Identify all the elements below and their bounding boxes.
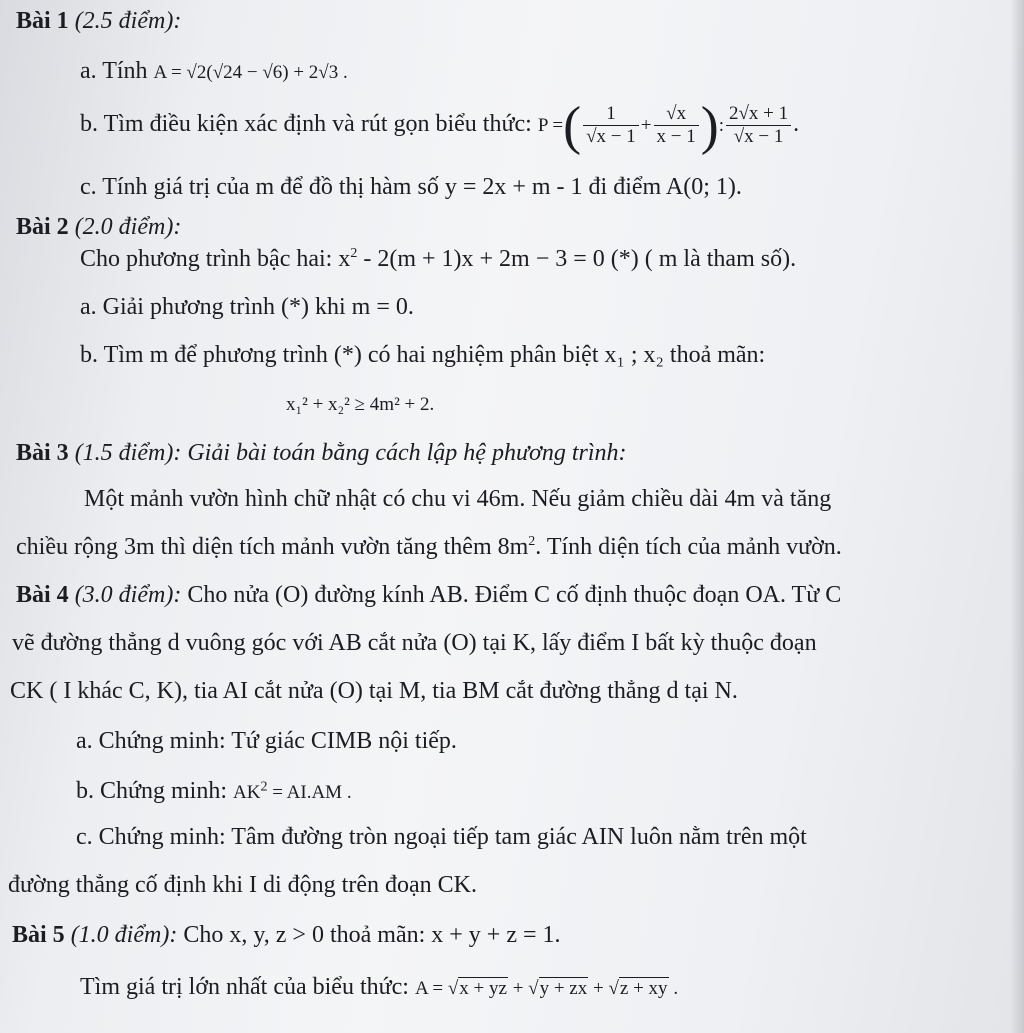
bai3-title (16, 438, 627, 468)
bai3-points: (1.5 điểm): Giải bài toán bằng cách lập hệ phương trình: (74, 440, 627, 466)
bai2-intro-post: - 2(m + 1)x + 2m − 3 = 0 (*) ( m là tham số). (357, 246, 797, 272)
bai1-b (80, 96, 799, 154)
paper-edge-shadow (1010, 0, 1024, 1033)
radical-3: z + xy (619, 978, 668, 999)
frac-3-num: 2√x + 1 (726, 103, 791, 126)
right-paren: ) (700, 95, 719, 156)
radical-2: y + zx (539, 978, 588, 999)
bai5-end: . (673, 978, 679, 999)
bai4-b-expr-sup: 2 (260, 779, 268, 795)
bai4-b-label: b. Chứng minh: (76, 778, 228, 804)
bai3-line2 (16, 532, 842, 562)
bai5-line2 (80, 972, 678, 1004)
bai4-points: (3.0 điểm): (74, 582, 182, 608)
bai4-line1 (16, 580, 841, 610)
plus-1: + (512, 978, 524, 999)
bai2-intro-pre: Cho phương trình bậc hai: x (80, 246, 351, 272)
bai5-points: (1.0 điểm): (70, 922, 178, 948)
bai2-a: a. Giải phương trình (*) khi m = 0. (80, 294, 414, 320)
bai5-line1-text: Cho x, y, z > 0 thoả mãn: x + y + z = 1. (183, 922, 561, 948)
bai4-a: a. Chứng minh: Tứ giác CIMB nội tiếp. (76, 728, 457, 754)
bai1-heading: Bài 1 (16, 8, 69, 34)
bai2-b: b. Tìm m để phương trình (*) có hai nghiệm phân biệt x₁ ; x₂ thoả mãn: (80, 342, 766, 368)
frac-3 (726, 103, 791, 148)
bai1-title (16, 6, 181, 36)
frac-3-den: √x − 1 (733, 125, 784, 147)
bai4-line1-text: Cho nửa (O) đường kính AB. Điểm C cố định thuộc đoạn OA. Từ C (187, 582, 842, 608)
radical-1: x + yz (459, 978, 507, 999)
bai2-heading: Bài 2 (16, 214, 69, 240)
bai3-line1: Một mảnh vườn hình chữ nhật có chu vi 46m. Nếu giảm chiều dài 4m và tăng (84, 486, 832, 512)
bai3-line2-sup: 2 (528, 534, 536, 549)
frac-1-den: √x − 1 (586, 125, 636, 147)
b-end: . (793, 111, 800, 137)
left-paren: ( (563, 95, 582, 156)
bai3-line2-pre: chiều rộng 3m thì diện tích mảnh vườn tăng thêm 8m (16, 534, 529, 560)
bai4-c-line2: đường thẳng cố định khi I di động trên đoạn CK. (8, 872, 477, 898)
bai4-c-line1: c. Chứng minh: Tâm đường tròn ngoại tiếp tam giác AIN luôn nằm trên một (76, 824, 807, 850)
bai1-points: (2.5 điểm): (74, 8, 182, 34)
bai2-points: (2.0 điểm): (74, 214, 182, 240)
bai4-b-expr (233, 779, 352, 803)
bai4-line2: vẽ đường thẳng d vuông góc với AB cắt nửa (O) tại K, lấy điểm I bất kỳ thuộc đoạn (12, 630, 817, 656)
bai5-line2-label: Tìm giá trị lớn nhất của biểu thức: (80, 974, 409, 1000)
bai1-b-text: b. Tìm điều kiện xác định và rút gọn biểu thức: (80, 111, 532, 137)
bai4-b-expr-pre: AK (233, 782, 261, 803)
bai1-a (80, 56, 348, 88)
frac-1 (583, 103, 639, 148)
plus-sign: + (640, 115, 652, 136)
bai5-heading: Bài 5 (12, 922, 65, 948)
div-sign: : (718, 115, 724, 136)
bai4-b (76, 776, 352, 808)
bai1-a-expr: A = √2(√24 − √6) + 2√3 . (153, 62, 348, 83)
bai3-line2-post: . Tính diện tích của mảnh vườn. (535, 534, 842, 560)
bai5-expr: A = √x + yz + √y + zx + √z + xy . (414, 978, 679, 999)
bai1-a-label: a. Tính (80, 58, 148, 84)
bai4-b-expr-post: = AI.AM . (267, 782, 352, 803)
frac-1-num: 1 (583, 103, 639, 126)
frac-2 (654, 103, 699, 148)
bai1-b-p: P = (537, 115, 564, 136)
frac-2-den: x − 1 (656, 125, 696, 147)
bai4-heading: Bài 4 (16, 582, 69, 608)
bai5-line1 (12, 920, 561, 950)
bai5-expr-a: A = (414, 978, 444, 999)
bai3-heading: Bài 3 (16, 440, 69, 466)
bai2-b-cond: x₁² + x₂² ≥ 4m² + 2. (286, 394, 435, 415)
bai2-intro (80, 244, 796, 274)
bai1-c: c. Tính giá trị của m để đồ thị hàm số y = 2x + m - 1 đi điểm A(0; 1). (80, 174, 742, 200)
frac-2-num: √x (654, 103, 699, 126)
bai2-title (16, 212, 181, 242)
bai4-line3: CK ( I khác C, K), tia AI cắt nửa (O) tại M, tia BM cắt đường thẳng d tại N. (10, 678, 738, 704)
plus-2: + (593, 978, 604, 999)
bai2-intro-sup: 2 (350, 246, 358, 261)
